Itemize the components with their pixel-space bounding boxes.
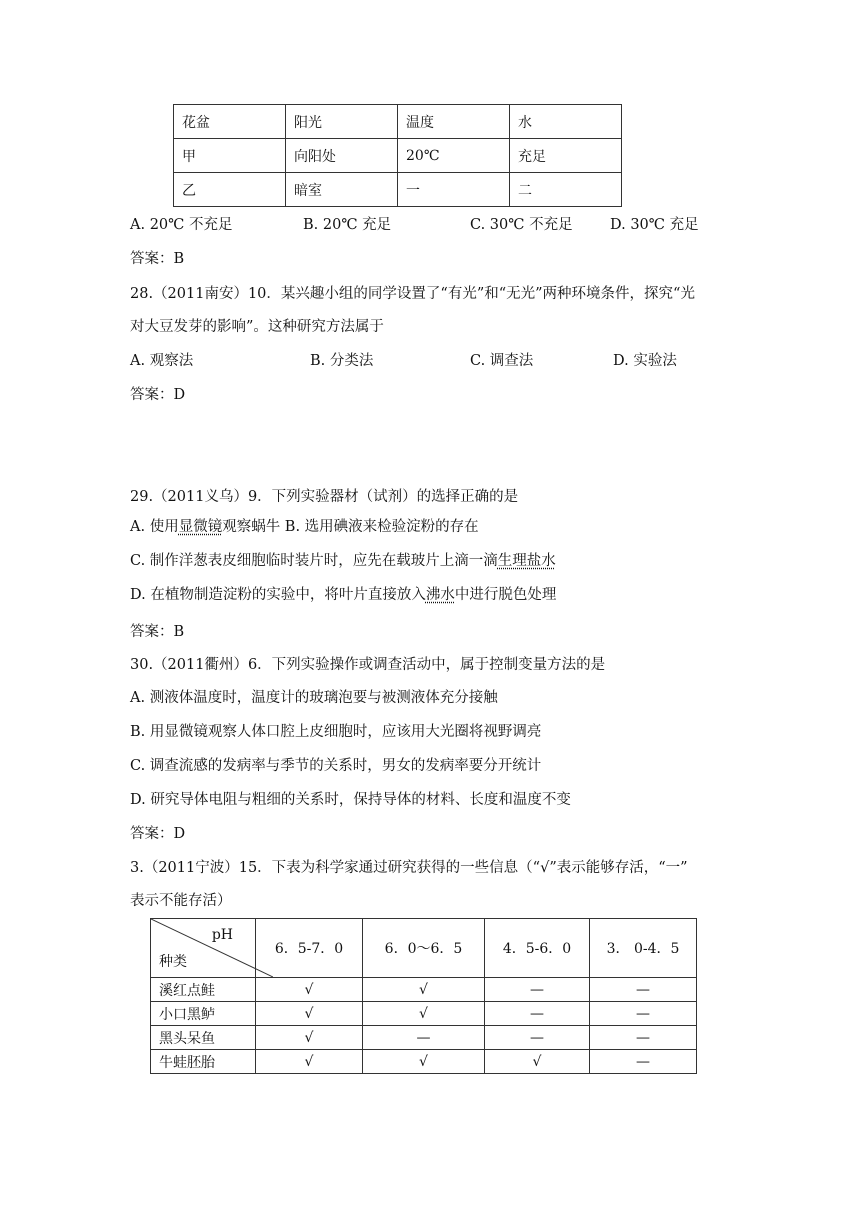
table-cell: — — [590, 1002, 697, 1026]
emphasis-text: 显微镜 — [178, 519, 223, 535]
species-label: 种类 — [159, 954, 187, 970]
species-name: 溪红点鲑 — [151, 978, 256, 1002]
option-text: 中进行脱色处理 — [454, 587, 557, 603]
diagonal-header-cell — [151, 919, 256, 978]
table-cell: √ — [363, 978, 485, 1002]
table-row — [174, 139, 622, 173]
answer: 答案：D — [130, 387, 186, 403]
table-row — [151, 1050, 697, 1074]
flowerpot-table — [173, 104, 622, 207]
table-cell: √ — [256, 1002, 363, 1026]
table-cell: 暗室 — [286, 173, 398, 207]
option-b: B. 用显微镜观察人体口腔上皮细胞时，应该用大光圈将视野调亮 — [130, 724, 542, 740]
table-cell: √ — [256, 1050, 363, 1074]
question-text: 表示不能存活） — [130, 893, 232, 909]
emphasis-text: 沸水 — [425, 587, 455, 603]
option-a-b — [130, 517, 479, 537]
option-c: C. 调查流感的发病率与季节的关系时，男女的发病率要分开统计 — [130, 758, 542, 774]
table-cell: √ — [363, 1002, 485, 1026]
table-header-cell: 6．5-7．0 — [256, 919, 363, 978]
table-row — [151, 1026, 697, 1050]
question-text: 对大豆发芽的影响”。这种研究方法属于 — [130, 319, 384, 335]
table-row — [151, 978, 697, 1002]
table-cell: — — [485, 1002, 590, 1026]
table-header-row — [151, 919, 697, 978]
question-text: 29.（2011义乌）9．下列实验器材（试剂）的选择正确的是 — [130, 489, 519, 505]
table-row — [174, 173, 622, 207]
question-text: 3.（2011宁波）15．下表为科学家通过研究获得的一些信息（“√”表示能够存活，“一” — [130, 860, 688, 876]
option-b: B. 20℃ 充足 — [303, 217, 392, 233]
option-text: 观察蜗牛 B. 选用碘液来检验淀粉的存在 — [222, 519, 479, 535]
table-cell: √ — [485, 1050, 590, 1074]
option-a: A. 观察法 — [130, 353, 194, 369]
species-name: 黑头呆鱼 — [151, 1026, 256, 1050]
table-cell: — — [485, 978, 590, 1002]
table-cell: — — [363, 1026, 485, 1050]
table-cell: — — [590, 978, 697, 1002]
table-header-cell: 6．0～6．5 — [363, 919, 485, 978]
table-header-cell: 温度 — [398, 105, 510, 139]
option-c — [130, 551, 556, 571]
ph-label: pH — [211, 927, 233, 943]
table-header-cell: 3． 0-4．5 — [590, 919, 697, 978]
species-name: 牛蛙胚胎 — [151, 1050, 256, 1074]
table-header-cell: 水 — [510, 105, 622, 139]
table-cell: 乙 — [174, 173, 286, 207]
table-cell: √ — [256, 978, 363, 1002]
table-cell: √ — [256, 1026, 363, 1050]
option-d: D. 30℃ 充足 — [610, 217, 699, 233]
table-header-row — [174, 105, 622, 139]
answer: 答案：D — [130, 826, 186, 842]
species-name: 小口黑鲈 — [151, 1002, 256, 1026]
option-c: C. 30℃ 不充足 — [470, 217, 573, 233]
table-cell: — — [485, 1026, 590, 1050]
table-header-cell: 花盆 — [174, 105, 286, 139]
table-cell: √ — [363, 1050, 485, 1074]
option-text: A. 使用 — [130, 519, 179, 535]
option-a: A. 20℃ 不充足 — [130, 217, 233, 233]
emphasis-text: 生理盐水 — [497, 553, 556, 569]
table-cell: 向阳处 — [286, 139, 398, 173]
option-d — [130, 585, 556, 605]
table-cell: 甲 — [174, 139, 286, 173]
table-cell: 一 — [398, 173, 510, 207]
ph-survival-table — [150, 918, 697, 1074]
option-d: D. 研究导体电阻与粗细的关系时，保持导体的材料、长度和温度不变 — [130, 792, 571, 808]
option-text: C. 制作洋葱表皮细胞临时装片时，应先在载玻片上滴一滴 — [130, 553, 498, 569]
table-cell: 充足 — [510, 139, 622, 173]
question-text: 30.（2011衢州）6．下列实验操作或调查活动中，属于控制变量方法的是 — [130, 657, 606, 673]
table-cell: — — [590, 1026, 697, 1050]
table-header-cell: 阳光 — [286, 105, 398, 139]
option-a: A. 测液体温度时，温度计的玻璃泡要与被测液体充分接触 — [130, 690, 498, 706]
table-cell: 20℃ — [398, 139, 510, 173]
table-cell: — — [590, 1050, 697, 1074]
answer: 答案：B — [130, 251, 185, 267]
option-c: C. 调查法 — [470, 353, 534, 369]
answer: 答案：B — [130, 624, 185, 640]
option-d: D. 实验法 — [613, 353, 677, 369]
table-header-cell: 4．5-6．0 — [485, 919, 590, 978]
table-cell: 二 — [510, 173, 622, 207]
option-text: D. 在植物制造淀粉的实验中，将叶片直接放入 — [130, 587, 426, 603]
table-row — [151, 1002, 697, 1026]
option-b: B. 分类法 — [310, 353, 374, 369]
question-text: 28.（2011南安）10．某兴趣小组的同学设置了“有光”和“无光”两种环境条件，探究“光 — [130, 286, 695, 302]
